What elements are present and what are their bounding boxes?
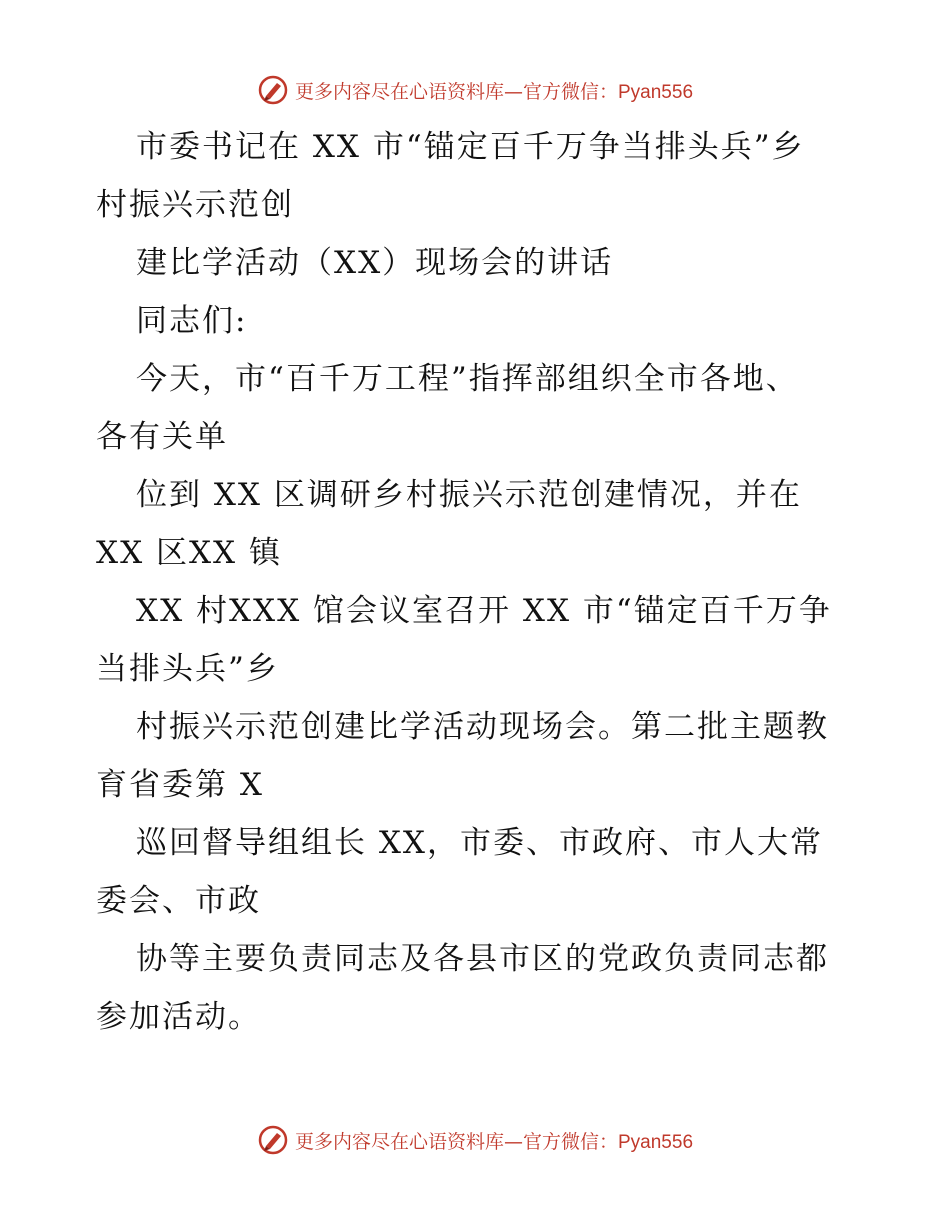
body-line: 位到 XX 区调研乡村振兴示范创建情况，并在 [136, 477, 802, 513]
document-body [96, 118, 856, 1046]
body-line: 巡回督导组组长 XX，市委、市政府、市人大常 [136, 825, 823, 861]
footer-banner [0, 1120, 950, 1160]
body-line: 同志们: [136, 303, 248, 339]
body-line: XX 区XX 镇 [96, 535, 282, 571]
body-line: 建比学活动（XX）现场会的讲话 [136, 245, 614, 281]
body-line: 今天，市“百千万工程”指挥部组织全市各地、 [136, 361, 799, 397]
header-banner-suffix: 官方微信： [522, 80, 618, 103]
header-banner-text [295, 77, 693, 104]
header-banner-wechat-id: Pyan556 [618, 81, 694, 103]
body-line: 村振兴示范创建比学活动现场会。第二批主题教 [136, 709, 829, 745]
pen-logo-icon [257, 1124, 289, 1156]
header-banner-title: 更多内容尽在心语资料库 [294, 80, 504, 103]
body-line: 育省委第 X [96, 767, 264, 803]
pen-logo-icon [257, 74, 289, 106]
body-line: 协等主要负责同志及各县市区的党政负责同志都 [136, 941, 829, 977]
footer-banner-dash: — [503, 1130, 523, 1153]
footer-banner-title: 更多内容尽在心语资料库 [294, 1130, 504, 1153]
body-line: 当排头兵”乡 [96, 651, 279, 687]
footer-banner-text [295, 1127, 693, 1154]
footer-banner-wechat-id: Pyan556 [618, 1131, 694, 1153]
body-line: 村振兴示范创 [96, 187, 294, 223]
header-banner-dash: — [503, 80, 523, 103]
body-line: 市委书记在 XX 市“锚定百千万争当排头兵”乡 [136, 129, 805, 165]
header-banner [0, 70, 950, 110]
footer-banner-suffix: 官方微信： [522, 1130, 618, 1153]
body-line: 委会、市政 [96, 883, 261, 919]
body-line: 各有关单 [96, 419, 228, 455]
body-line: 参加活动。 [96, 999, 261, 1035]
body-line: XX 村XXX 馆会议室召开 XX 市“锚定百千万争 [136, 593, 832, 629]
